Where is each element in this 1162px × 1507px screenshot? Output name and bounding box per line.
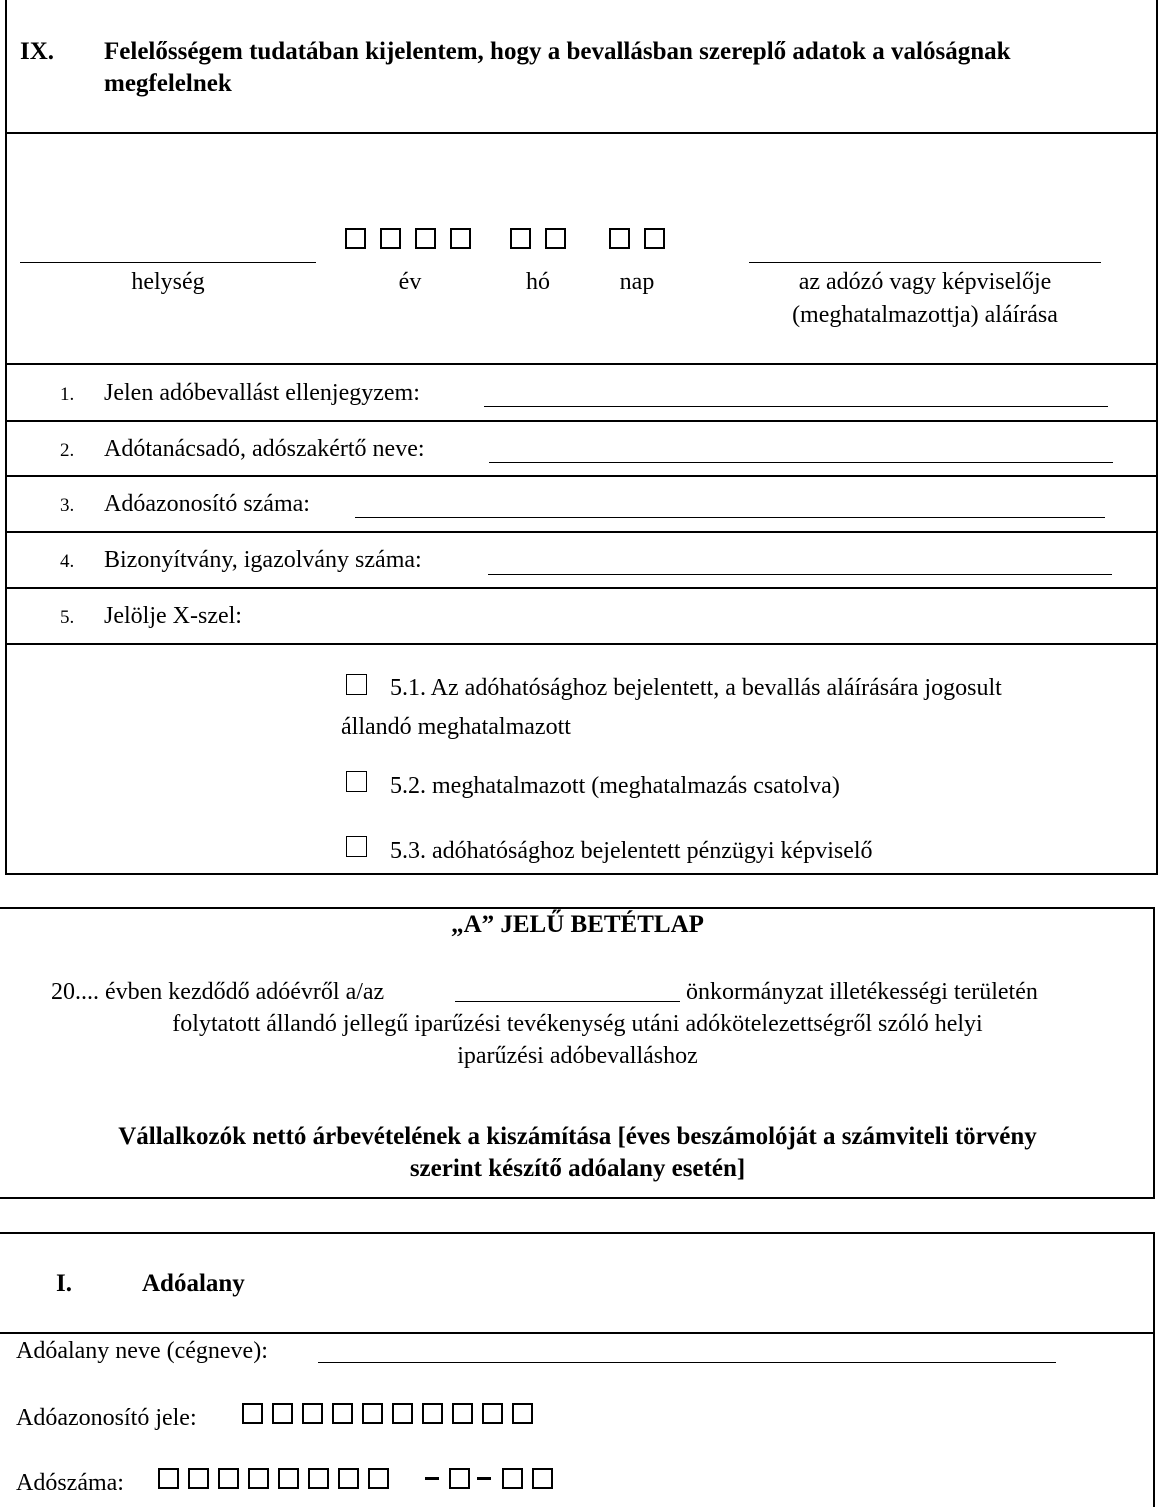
taxpayer-id-digit-box[interactable]	[422, 1403, 443, 1424]
divider	[0, 1332, 1155, 1334]
insert-subheading-line2: szerint készítő adóalany esetén]	[409, 1155, 746, 1182]
month-digit-box[interactable]	[510, 228, 531, 249]
taxpayer-id-digit-box[interactable]	[392, 1403, 413, 1424]
taxpayer-id-digit-box[interactable]	[272, 1403, 293, 1424]
tax-number-digit-box[interactable]	[218, 1468, 239, 1489]
divider	[5, 363, 1158, 365]
advisor-name-field[interactable]	[489, 462, 1113, 463]
signature-label-line2: (meghatalmazottja) aláírása	[792, 302, 1058, 328]
option-5-2-label: 5.2. meghatalmazott (meghatalmazás csatolva)	[390, 773, 840, 799]
taxpayer-id-label: Adóazonosító jele:	[16, 1405, 197, 1431]
option-5-3-checkbox[interactable]	[346, 836, 367, 857]
taxpayer-id-digit-box[interactable]	[482, 1403, 503, 1424]
insert-para-line2: folytatott állandó jellegű iparűzési tevékenység utáni adókötelezettségről szóló helyi	[172, 1011, 983, 1037]
year-label: év	[398, 269, 422, 295]
tax-number-digit-box[interactable]	[278, 1468, 299, 1489]
taxpayer-name-label: Adóalany neve (cégneve):	[16, 1338, 268, 1364]
year-digit-box[interactable]	[380, 228, 401, 249]
taxpayer-id-digit-box[interactable]	[332, 1403, 353, 1424]
tax-number-digit-box[interactable]	[308, 1468, 329, 1489]
divider	[5, 420, 1158, 422]
place-label: helység	[131, 269, 205, 295]
year-digit-box[interactable]	[415, 228, 436, 249]
option-5-1-line2: állandó meghatalmazott	[341, 714, 571, 740]
taxpayer-name-field[interactable]	[318, 1362, 1056, 1363]
insert-subheading-line1: Vállalkozók nettó árbevételének a kiszámítása [éves beszámolóját a számviteli törvény	[118, 1123, 1037, 1150]
insert-sheet-heading: „A” JELŰ BETÉTLAP	[451, 911, 704, 938]
taxpayer-id-digit-box[interactable]	[242, 1403, 263, 1424]
row-label-tax-id: Adóazonosító száma:	[104, 491, 310, 517]
tax-number-digit-box[interactable]	[449, 1468, 470, 1489]
tax-id-field[interactable]	[355, 517, 1105, 518]
month-label: hó	[526, 269, 550, 295]
row-number: 4.	[60, 551, 75, 572]
option-5-1-line1: 5.1. Az adóhatósághoz bejelentett, a bevallás aláírására jogosult	[390, 675, 1002, 701]
day-label: nap	[619, 269, 655, 295]
row-number: 5.	[60, 607, 75, 628]
insert-para-line1-suffix: önkormányzat illetékességi területén	[686, 979, 1038, 1005]
tax-number-digit-box[interactable]	[158, 1468, 179, 1489]
countersign-field[interactable]	[484, 406, 1108, 407]
divider	[5, 643, 1158, 645]
section-i-title: Adóalany	[142, 1270, 245, 1297]
municipality-field[interactable]	[455, 1001, 680, 1002]
tax-number-digit-box[interactable]	[368, 1468, 389, 1489]
taxpayer-id-digit-box[interactable]	[362, 1403, 383, 1424]
certificate-field[interactable]	[488, 574, 1112, 575]
row-label-advisor-name: Adótanácsadó, adószakértő neve:	[104, 436, 425, 462]
insert-para-line1-prefix: 20.... évben kezdődő adóévről a/az	[51, 979, 385, 1005]
row-number: 2.	[60, 440, 75, 461]
taxpayer-id-digit-box[interactable]	[302, 1403, 323, 1424]
option-5-2-checkbox[interactable]	[346, 771, 367, 792]
year-digit-box[interactable]	[450, 228, 471, 249]
tax-number-digit-box[interactable]	[188, 1468, 209, 1489]
year-digit-box[interactable]	[345, 228, 366, 249]
taxpayer-id-digit-box[interactable]	[452, 1403, 473, 1424]
section-ix-title-line2: megfelelnek	[104, 70, 232, 97]
section-i-number: I.	[56, 1270, 72, 1297]
row-label-mark-x: Jelölje X-szel:	[104, 603, 242, 629]
separator-dash	[425, 1477, 439, 1480]
divider	[5, 531, 1158, 533]
signature-label-line1: az adózó vagy képviselője	[798, 269, 1052, 295]
row-label-certificate: Bizonyítvány, igazolvány száma:	[104, 547, 422, 573]
place-field[interactable]	[20, 262, 316, 263]
row-number: 3.	[60, 495, 75, 516]
day-digit-box[interactable]	[609, 228, 630, 249]
divider	[5, 475, 1158, 477]
divider	[5, 132, 1158, 134]
tax-number-digit-box[interactable]	[248, 1468, 269, 1489]
option-5-3-label: 5.3. adóhatósághoz bejelentett pénzügyi képviselő	[390, 838, 873, 864]
row-label-countersign: Jelen adóbevallást ellenjegyzem:	[104, 380, 420, 406]
separator-dash	[477, 1477, 491, 1480]
divider	[5, 587, 1158, 589]
tax-number-digit-box[interactable]	[502, 1468, 523, 1489]
signature-field[interactable]	[749, 262, 1101, 263]
insert-para-line3: iparűzési adóbevalláshoz	[457, 1043, 698, 1069]
row-number: 1.	[60, 384, 75, 405]
option-5-1-checkbox[interactable]	[346, 674, 367, 695]
section-ix-title-line1: Felelősségem tudatában kijelentem, hogy a bevallásban szereplő adatok a valóságnak	[104, 38, 1011, 65]
month-digit-box[interactable]	[545, 228, 566, 249]
tax-number-label: Adószáma:	[16, 1470, 124, 1496]
taxpayer-id-digit-box[interactable]	[512, 1403, 533, 1424]
tax-number-digit-box[interactable]	[338, 1468, 359, 1489]
tax-number-digit-box[interactable]	[532, 1468, 553, 1489]
section-ix-number: IX.	[20, 38, 55, 65]
day-digit-box[interactable]	[644, 228, 665, 249]
